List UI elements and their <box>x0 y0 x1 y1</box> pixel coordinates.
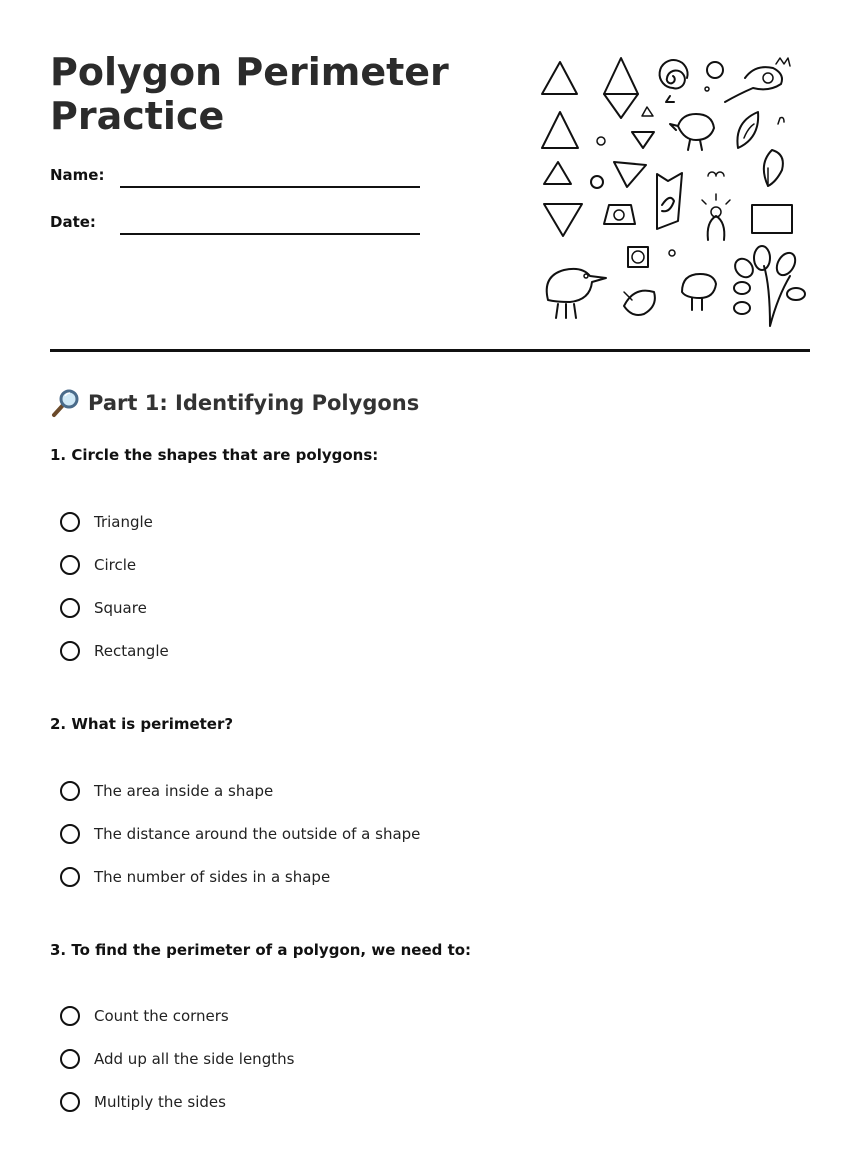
q1-option-triangle[interactable] <box>60 510 153 534</box>
worksheet-title: Polygon Perimeter Practice <box>50 50 449 138</box>
q2-option-area[interactable] <box>60 779 273 803</box>
question-3: 3. To find the perimeter of a polygon, we need to: <box>50 941 472 959</box>
option-label: Circle <box>94 556 137 574</box>
option-label: Square <box>94 599 147 617</box>
date-field[interactable] <box>120 233 420 235</box>
q2-option-sides[interactable] <box>60 865 330 889</box>
radio-circle[interactable] <box>60 598 80 618</box>
doodle-illustration-icon <box>535 50 815 335</box>
option-label: The distance around the outside of a shape <box>94 825 421 843</box>
question-2: 2. What is perimeter? <box>50 715 234 733</box>
q1-option-circle[interactable] <box>60 553 136 577</box>
part1-title: Part 1: Identifying Polygons <box>88 391 420 415</box>
q3-option-add[interactable] <box>60 1047 294 1071</box>
magnifying-glass-icon <box>50 388 80 418</box>
q3-option-corners[interactable] <box>60 1004 229 1028</box>
header-divider <box>50 349 810 352</box>
q1-option-square[interactable] <box>60 596 147 620</box>
radio-circle[interactable] <box>60 1092 80 1112</box>
name-label: Name: <box>50 166 105 184</box>
name-field[interactable] <box>120 186 420 188</box>
radio-circle[interactable] <box>60 512 80 532</box>
q3-option-multiply[interactable] <box>60 1090 226 1114</box>
option-label: Rectangle <box>94 642 169 660</box>
radio-circle[interactable] <box>60 555 80 575</box>
option-label: The area inside a shape <box>94 782 274 800</box>
option-label: Add up all the side lengths <box>94 1050 295 1068</box>
radio-circle[interactable] <box>60 824 80 844</box>
option-label: The number of sides in a shape <box>94 868 331 886</box>
radio-circle[interactable] <box>60 781 80 801</box>
radio-circle[interactable] <box>60 641 80 661</box>
q2-option-distance[interactable] <box>60 822 420 846</box>
question-1: 1. Circle the shapes that are polygons: <box>50 446 379 464</box>
radio-circle[interactable] <box>60 1006 80 1026</box>
date-label: Date: <box>50 213 96 231</box>
option-label: Multiply the sides <box>94 1093 226 1111</box>
q1-option-rectangle[interactable] <box>60 639 169 663</box>
radio-circle[interactable] <box>60 1049 80 1069</box>
option-label: Triangle <box>94 513 153 531</box>
part1-heading <box>50 388 419 418</box>
radio-circle[interactable] <box>60 867 80 887</box>
option-label: Count the corners <box>94 1007 229 1025</box>
